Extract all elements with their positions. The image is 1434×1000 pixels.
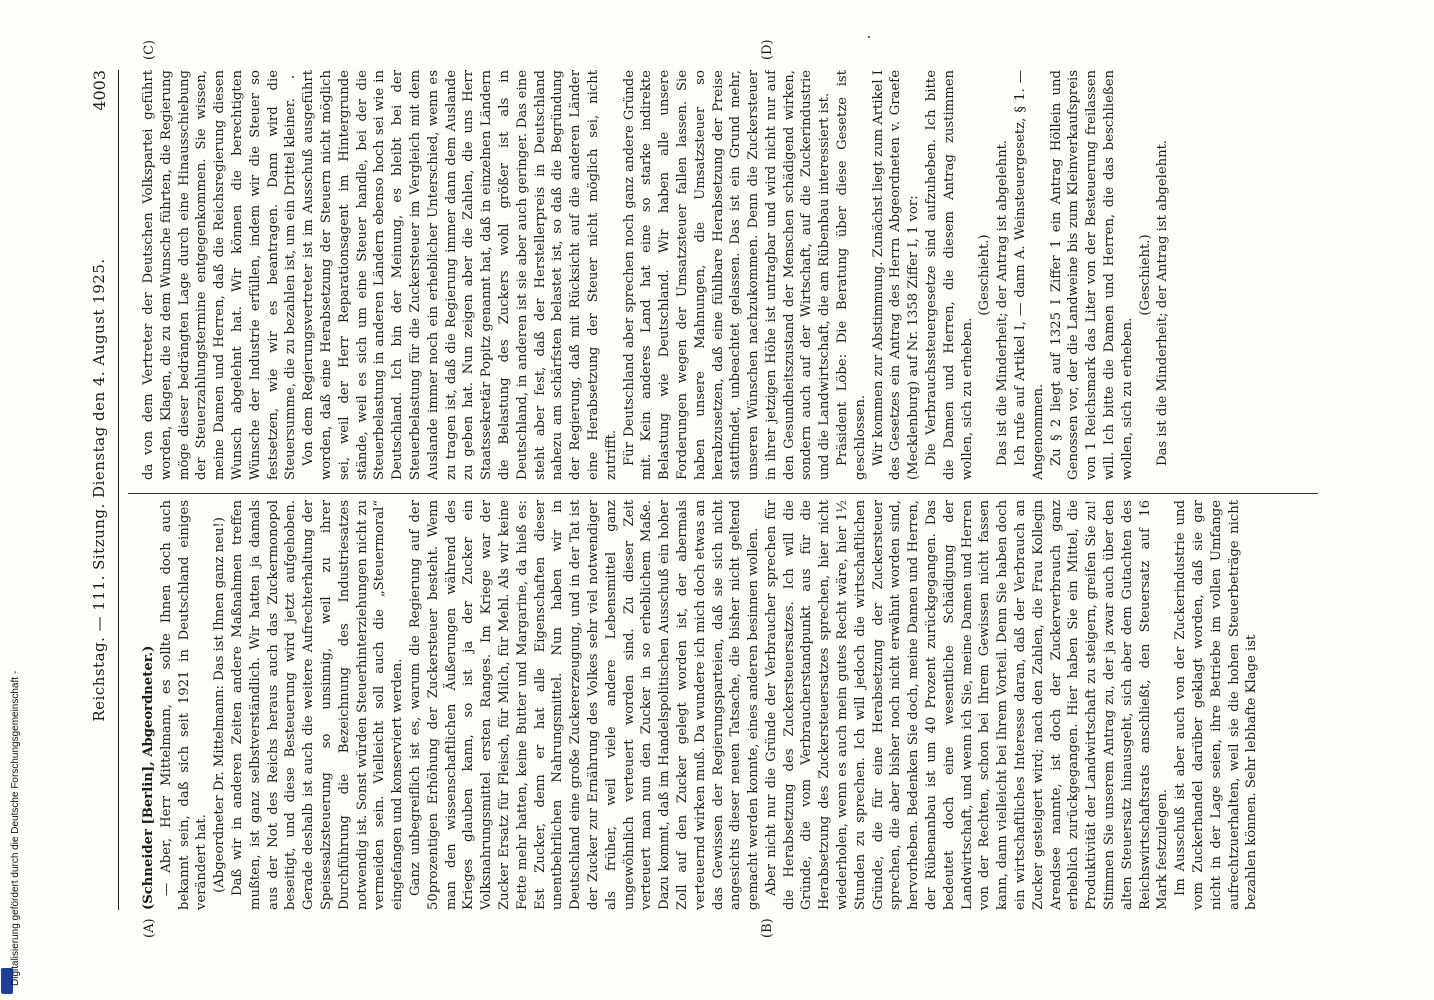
paragraph: Ganz unbegreiflich ist es, warum die Regierung auf der 50prozentigen Erhöhung der Zuckersteuer besteht. Wenn man den wissenschaftlichen Äußerungen während des Krieges glauben kann, so ist ja der Zucker ein Volksnahrungsmittel ersten Ranges. Im Kriege war der Zucker Ersatz für Fleisch, für Milch, für Mehl. Als wir keine Fette mehr hatten, keine Butter und Margarine, da hieß es: Est Zucker, denn er hat alle Eigenschaften dieser unentbehrlichen Nahrungsmittel. Nun haben wir in Deutschland eine große Zuckererzeugung, und in der Tat ist der Zucker zur Ernährung des Volkes sehr viel notwendiger als früher, weil viele andere Lebensmittel ganz ungewöhnlich verteuert worden sind. Zu dieser Zeit verteuert man nun den Zucker in so erheblichem Maße. Dazu kommt, daß im Handelspolitischen Ausschuß ein hoher Zoll auf den Zucker gelegt worden ist, der abermals verteuernd wirken muß. Da wundere ich mich doch etwas an das Gewissen der Regierungsparteien, daß sie sich nicht angesichts dieser neuen Tatsache, die bisher nicht geltend gemacht werden konnte, eines anderen besinnen wollen. xyxy=(407,500,762,910)
paragraph: Im Ausschuß ist aber auch von der Zuckerindustrie und vom Zuckerhandel darüber geklagt worden, daß sie gar nicht in der Lage seien, ihre Betriebe im vollen Umfange aufrechtzuerhalten, weil sie die hohen Steuerbeträge nicht bezahlen können. Sehr lebhafte Klage ist xyxy=(1173,500,1260,910)
page-number: 4003 xyxy=(90,70,109,111)
page-header xyxy=(90,70,114,910)
interjection: (Abgeordneter Dr. Mittelmann: Das ist Ihnen ganz neu!) xyxy=(212,517,228,893)
digitization-credit: Digitalisierung gefördert durch die Deutsche Forschungsgemeinschaft - xyxy=(10,670,21,986)
scan-speck xyxy=(868,36,870,38)
column-divider xyxy=(128,493,1318,494)
margin-mark-b: (B) xyxy=(760,918,775,938)
margin-mark-c: (C) xyxy=(142,39,157,60)
paragraph: Das ist die Minderheit; der Antrag ist abgelehnt. xyxy=(1155,139,1171,466)
procedure-note: (Geschieht.) xyxy=(977,234,993,316)
motion-text: Die Verbrauchssteuergesetze sind aufzuheben. Ich bitte die Damen und Herren, die diesem Antrag zustimmen wollen, sich zu erheben. xyxy=(924,70,975,480)
margin-mark-a: (A) xyxy=(142,918,157,938)
paragraph: Aber nicht nur die Gründe der Verbraucher sprechen für die Herabsetzung des Zuckersteuersatzes. Ich will die Gründe, die vom Verbraucherstandpunkt aus für die Herabsetzung des Zuckersteuersatzes sprechen, hier nicht wiederholen, wenn es auch mein gutes Recht wäre, hier 1½ Stunden zu sprechen. Ich will jedoch die wirtschaftlichen Gründe, die für eine Herabsetzung der Zuckersteuer sprechen, die aber bisher noch nicht erwähnt worden sind, hervorheben. Bedenken Sie doch, meine Damen und Herren, der Rübenanbau ist um 40 Prozent zurückgegangen. Das bedeutet doch eine wesentliche Schädigung der Landwirtschaft, und wenn ich Sie, meine Damen und Herren von der Rechten, schon bei Ihrem Gewissen nicht fassen kann, dann vielleicht bei Ihrem Vorteil. Denn Sie haben doch ein wirtschaftliches Interesse daran, daß der Verbrauch an Zucker gesteigert wird; nach den Zahlen, die Frau Kollegin Arendsee nannte, ist doch der Zuckerverbrauch ganz erheblich zurückgegangen. Hier haben Sie ein Mittel, die Produktivität der Landwirtschaft zu steigern, greifen Sie zu! Stimmen Sie unserem Antrag zu, der ja zwar auch über den alten Steuersatz hinausgeht, sich aber dem Gutachten des Reichswirtschaftsrats anschließt, den Steuersatz auf 16 Mark festzulegen. xyxy=(763,500,1171,910)
speaker-line: (Schneider [Berlin], Abgeordneter.) xyxy=(141,645,156,910)
paragraph: Von dem Regierungsvertreter ist im Ausschuß ausgeführt worden, daß eine Herabsetzung der Steuern nicht möglich sei, weil der Herr Reparationsagent im Hintergrunde stände, weil es sich um eine Steuer handle, bei der die Steuerbelastung in anderen Ländern ebenso hoch sei wie in Deutschland. Ich bin der Meinung, es bleibt bei der Steuerbelastung für die Zuckersteuer im Vergleich mit dem Auslande immer noch ein erheblicher Unterschied, wenn es zu tragen ist, daß die Regierung immer dann dem Auslande zu geben hat. Nun zeigen aber die Zahlen, die uns Herr Staatssekretär Popitz genannt hat, daß in einzelnen Ländern die Belastung des Zuckers wohl größer ist als in Deutschland, in anderen ist sie aber auch geringer. Das eine steht aber fest, daß der Herstellerpreis in Deutschland nahezu am schärfsten belastet ist, so daß die Begründung der Regierung, daß mit Rücksicht auf die anderen Länder eine Herabsetzung der Steuer nicht möglich sei, nicht zutrifft. xyxy=(301,70,619,480)
text-column-left xyxy=(140,500,1320,910)
margin-mark-d: (D) xyxy=(760,39,775,60)
paragraph: Daß wir in anderen Zeiten andere Maßnahmen treffen mußten, ist ganz selbstverständlich. Wir hatten ja damals aus der Not des Reichs heraus auch das Zuckermonopol beseitigt, und diese Besteuerung wird jetzt aufgehoben. Gerade deshalb ist auch die weitere Aufrechterhaltung der Speisesalzsteuerung so unsinnig, weil zu ihrer Durchführung die Bezeichnung des Industriesatzes notwendig ist. Sonst würden Steuerhinterziehungen nicht zu vermeiden sein. Vielleicht soll auch die „Steuermoral“ eingefangen und konserviert werden. xyxy=(229,500,406,910)
header-rule xyxy=(118,70,119,910)
paragraph: — Aber, Herr Mittelmann, es sollte Ihnen doch auch bekannt sein, daß sich seit 1921 in Deutschland einiges verändert hat. xyxy=(158,500,210,910)
paragraph: Zu § 2 liegt auf 1325 I Ziffer 1 ein Antrag Höllein und Genossen vor, der die Landweine bis zum Kleinverkaufspreis von 1 Reichsmark das Liter von der Besteuerung freilassen will. Ich bitte die Damen und Herren, die das beschließen wollen, sich zu erheben. xyxy=(1048,70,1135,480)
paragraph: Für Deutschland aber sprechen noch ganz andere Gründe mit. Kein anderes Land hat eine so starke indirekte Belastung wie Deutschland. Wir haben alle unsere Forderungen wegen der Umsatzsteuer fallen lassen. Sie haben unsere Mahnungen, die Umsatzsteuer so herabzusetzen, daß eine fühlbare Herabsetzung der Preise stattfindet, unbeachtet gelassen. Das ist ein Grund mehr, unseren Wünschen nachzukommen. Denn die Zuckersteuer in ihrer jetzigen Höhe ist untragbar und wird nicht nur auf den Gesundheitszustand der Menschen schädigend wirken, sondern auch auf der Wirtschaft, auf die Zuckerindustrie und die Landwirtschaft, die am Rübenbau interessiert ist. xyxy=(621,70,833,480)
paragraph: Wir kommen zur Abstimmung. Zunächst liegt zum Artikel I des Gesetzes ein Antrag des Herrn Abgeordneten v. Graefe (Mecklenburg) auf Nr. 1358 Ziffer I, 1 vor: xyxy=(870,70,922,480)
scan-speck xyxy=(292,76,294,78)
text-column-right xyxy=(140,70,1320,480)
paragraph: da von dem Vertreter der Deutschen Volkspartei geführt worden, Klagen, die zu dem Wunsche führten, die Regierung möge dieser bedrängten Lage durch eine Hinausschiebung der Steuerzahlungstermine entgegenkommen. Sie wissen, meine Damen und Herren, daß die Reichsregierung diesen Wunsch abgelehnt hat. Wir können die berechtigten Wünsche der Industrie erfüllen, indem wir die Steuer so festsetzen, wie wir es beantragen. Dann wird die Steuersumme, die zu bezahlen ist, um ein Drittel kleiner. xyxy=(141,70,299,480)
president-statement: Präsident Löbe: Die Beratung über diese Gesetze ist geschlossen. xyxy=(835,70,868,480)
paragraph: Das ist die Minderheit; der Antrag ist abgelehnt. xyxy=(995,139,1011,466)
procedure-note: (Geschieht.) xyxy=(1137,234,1153,316)
paragraph: Ich rufe auf Artikel I, — dann A. Weinsteuergesetz, § 1. — Angenommen. xyxy=(1013,70,1046,480)
running-head: Reichstag. — 111. Sitzung. Dienstag den 4. August 1925. xyxy=(90,258,108,722)
